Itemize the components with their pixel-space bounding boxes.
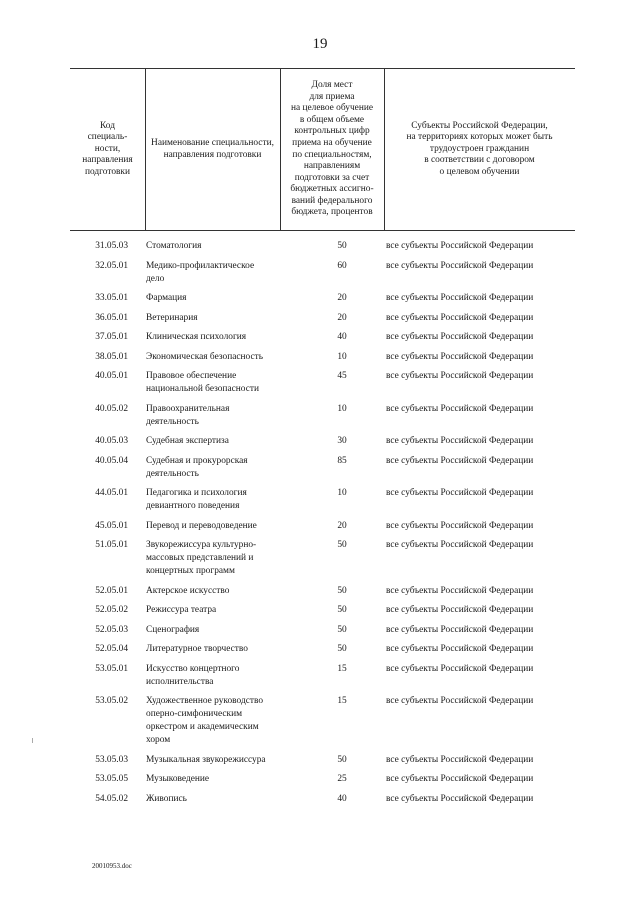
table-row bbox=[0, 312, 640, 325]
row-name: Сценография bbox=[146, 624, 200, 635]
row-name: Актерское искусство bbox=[146, 585, 230, 596]
row-name: Звукорежиссура культурно- массовых представлений и концертных программ bbox=[146, 540, 257, 576]
row-regions: все субъекты Российской Федерации bbox=[386, 351, 534, 362]
table-header bbox=[70, 68, 575, 231]
row-share: 15 bbox=[337, 663, 347, 674]
row-regions: все субъекты Российской Федерации bbox=[386, 754, 534, 765]
row-share: 85 bbox=[337, 455, 347, 466]
row-regions: все субъекты Российской Федерации bbox=[386, 371, 534, 381]
row-regions: все субъекты Российской Федерации bbox=[386, 696, 534, 706]
row-name: Правовое обеспечение национальной безопасности bbox=[146, 371, 259, 394]
row-share: 45 bbox=[337, 371, 347, 381]
row-name: Клиническая психология bbox=[146, 332, 247, 342]
row-code: 52.05.01 bbox=[95, 585, 128, 596]
header-share: Доля мест для приема на целевое обучение в общем объеме контрольных цифр приема на обучение по специальностям, направлениям подготовки за счет бюджетных ассигно- ваний федерального бюджета, процентов bbox=[290, 79, 374, 218]
row-name: Судебная экспертиза bbox=[146, 436, 229, 446]
row-name: Педагогика и психология девиантного поведения bbox=[146, 488, 247, 511]
row-code: 37.05.01 bbox=[95, 332, 128, 342]
row-regions: все субъекты Российской Федерации bbox=[386, 774, 534, 784]
table-row bbox=[0, 520, 640, 533]
row-share: 20 bbox=[337, 293, 347, 303]
row-share: 50 bbox=[337, 644, 347, 654]
row-share: 10 bbox=[337, 403, 347, 414]
table-row bbox=[0, 435, 640, 448]
row-regions: все субъекты Российской Федерации bbox=[386, 403, 534, 414]
row-name: Фармация bbox=[146, 293, 187, 303]
row-code: 52.05.04 bbox=[95, 644, 128, 654]
row-share: 40 bbox=[337, 332, 347, 342]
row-code: 31.05.03 bbox=[95, 241, 128, 251]
table-row bbox=[0, 585, 640, 598]
scan-artifact bbox=[32, 738, 33, 743]
row-regions: все субъекты Российской Федерации bbox=[386, 540, 534, 550]
table-row bbox=[0, 240, 640, 253]
row-code: 54.05.02 bbox=[95, 793, 128, 804]
row-code: 45.05.01 bbox=[95, 520, 128, 531]
row-regions: все субъекты Российской Федерации bbox=[386, 455, 534, 466]
table-row bbox=[0, 292, 640, 305]
row-code: 40.05.01 bbox=[95, 371, 128, 381]
row-code: 52.05.02 bbox=[95, 605, 128, 615]
row-share: 10 bbox=[337, 351, 347, 362]
row-share: 40 bbox=[337, 793, 347, 804]
row-code: 53.05.03 bbox=[95, 754, 128, 765]
row-name: Музыкальная звукорежиссура bbox=[146, 754, 266, 765]
row-share: 50 bbox=[337, 754, 347, 765]
row-regions: все субъекты Российской Федерации bbox=[386, 293, 534, 303]
row-code: 44.05.01 bbox=[95, 488, 128, 498]
row-regions: все субъекты Российской Федерации bbox=[386, 260, 534, 271]
row-regions: все субъекты Российской Федерации bbox=[386, 241, 534, 251]
header-name: Наименование специальности, направления подготовки bbox=[151, 137, 274, 160]
header-regions: Субъекты Российской Федерации, на территориях которых может быть трудоустроен гражданин в соответствии с договором о целевом обучении bbox=[406, 120, 553, 177]
file-name: 20010953.doc bbox=[92, 862, 132, 870]
row-name: Живопись bbox=[146, 793, 187, 804]
table-row bbox=[0, 351, 640, 364]
row-name: Режиссура театра bbox=[146, 605, 217, 615]
row-code: 32.05.01 bbox=[95, 260, 128, 271]
table-row bbox=[0, 793, 640, 806]
row-share: 50 bbox=[337, 605, 347, 615]
row-code: 36.05.01 bbox=[95, 312, 128, 323]
row-name: Экономическая безопасность bbox=[146, 351, 263, 362]
row-regions: все субъекты Российской Федерации bbox=[386, 436, 534, 446]
row-code: 51.05.01 bbox=[95, 540, 128, 550]
row-regions: все субъекты Российской Федерации bbox=[386, 312, 534, 323]
row-code: 40.05.02 bbox=[95, 403, 128, 414]
row-name: Судебная и прокурорская деятельность bbox=[146, 455, 248, 479]
row-share: 15 bbox=[337, 696, 347, 706]
table-row bbox=[0, 331, 640, 344]
table-row bbox=[0, 773, 640, 786]
row-regions: все субъекты Российской Федерации bbox=[386, 332, 534, 342]
row-share: 50 bbox=[337, 585, 347, 596]
row-regions: все субъекты Российской Федерации bbox=[386, 624, 534, 635]
table-row bbox=[0, 455, 640, 481]
row-regions: все субъекты Российской Федерации bbox=[386, 585, 534, 596]
table-row bbox=[0, 754, 640, 767]
row-code: 40.05.03 bbox=[95, 436, 128, 446]
row-name: Художественное руководство оперно-симфоническим оркестром и академическим хором bbox=[146, 696, 264, 745]
row-share: 20 bbox=[337, 520, 347, 531]
row-code: 40.05.04 bbox=[95, 455, 128, 466]
table-row bbox=[0, 624, 640, 637]
row-name: Правоохранительная деятельность bbox=[146, 403, 230, 427]
row-name: Литературное творчество bbox=[146, 644, 248, 654]
row-regions: все субъекты Российской Федерации bbox=[386, 488, 534, 498]
table-row bbox=[0, 403, 640, 429]
row-name: Ветеринария bbox=[146, 312, 198, 323]
row-regions: все субъекты Российской Федерации bbox=[386, 520, 534, 531]
row-share: 30 bbox=[337, 436, 347, 446]
table-row bbox=[0, 487, 640, 513]
row-regions: все субъекты Российской Федерации bbox=[386, 644, 534, 654]
row-share: 25 bbox=[337, 774, 347, 784]
row-share: 50 bbox=[337, 540, 347, 550]
row-code: 52.05.03 bbox=[95, 624, 128, 635]
table-row bbox=[0, 604, 640, 617]
table-row bbox=[0, 643, 640, 656]
header-code: Код специаль- ности, направления подготовки bbox=[82, 120, 133, 177]
row-code: 53.05.02 bbox=[95, 696, 128, 706]
table-row bbox=[0, 370, 640, 396]
row-regions: все субъекты Российской Федерации bbox=[386, 663, 534, 674]
row-share: 50 bbox=[337, 624, 347, 635]
table-row bbox=[0, 260, 640, 286]
row-name: Стоматология bbox=[146, 241, 202, 251]
row-regions: все субъекты Российской Федерации bbox=[386, 605, 534, 615]
row-regions: все субъекты Российской Федерации bbox=[386, 793, 534, 804]
row-share: 20 bbox=[337, 312, 347, 323]
table-row bbox=[0, 663, 640, 689]
table-row bbox=[0, 695, 640, 747]
row-share: 10 bbox=[337, 488, 347, 498]
page-number: 19 bbox=[312, 36, 328, 52]
row-code: 53.05.05 bbox=[95, 774, 128, 784]
table-row bbox=[0, 539, 640, 578]
row-name: Музыковедение bbox=[146, 774, 210, 784]
row-name: Перевод и переводоведение bbox=[146, 520, 257, 531]
row-code: 53.05.01 bbox=[95, 663, 128, 674]
row-code: 38.05.01 bbox=[95, 351, 128, 362]
row-name: Медико-профилактическое дело bbox=[146, 260, 255, 284]
row-share: 60 bbox=[337, 260, 347, 271]
row-code: 33.05.01 bbox=[95, 293, 128, 303]
row-name: Искусство концертного исполнительства bbox=[146, 663, 240, 687]
row-share: 50 bbox=[337, 241, 347, 251]
